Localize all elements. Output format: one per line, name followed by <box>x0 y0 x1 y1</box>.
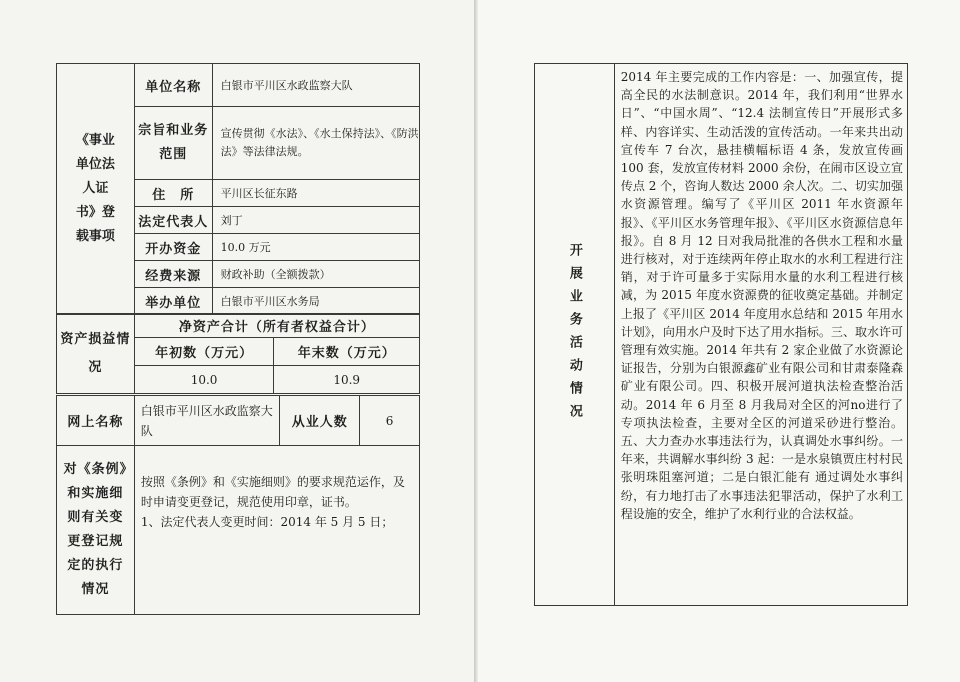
begin-label: 年初数（万元） <box>134 338 274 366</box>
rep-label: 法定代表人 <box>134 207 212 234</box>
activities-label-cell <box>535 64 615 606</box>
net-assets-label: 净资产合计（所有者权益合计） <box>134 314 419 338</box>
begin-value: 10.0 <box>134 366 274 394</box>
source-value: 财政补助（全额拨款） <box>212 261 419 288</box>
regulation-table <box>56 445 420 615</box>
right-page <box>478 0 960 682</box>
funds-label: 开办资金 <box>134 234 212 261</box>
regulation-cell <box>134 446 419 615</box>
sponsor-value: 白银市平川区水务局 <box>212 288 419 315</box>
activities-label: 开展业务活动情况 <box>566 242 582 427</box>
source-label: 经费来源 <box>134 261 212 288</box>
regulation-line-1: 按照《条例》和《实施细则》的要求规范运作，及时申请变更登记，规范使用印章，证书。 <box>140 475 405 509</box>
activities-table <box>534 63 908 606</box>
staff-label: 从业人数 <box>280 396 360 446</box>
web-table <box>56 395 420 446</box>
purpose-label: 宗旨和业务范围 <box>134 107 212 180</box>
regulation-line-2: 1、法定代表人变更时间：2014 年 5 月 5 日； <box>140 515 394 529</box>
address-label: 住 所 <box>134 180 212 207</box>
activities-text: 2014 年主要完成的工作内容是：一、加强宣传，提高全民的水法制意识。2014 年，我们利用“世界水日”、“中国水周”、“12.4 法制宣传日”开展形式多样、内容详实、生动活泼的宣传活动。一年来共出动宣传车 7 台次，悬挂横幅标语 4 条，发放宣传画 100 套，发放宣传材料 2000 余份，在闹市区设立宣传点 2 个，咨询人数达 2000 余人次。二、切实加强水资源管理。编写了《平川区 2011 年水资源年报》、《平川区水务管理年报》、《平川区水资源信息年报》。自 8 月 12 日对我局批准的各供水工程和水量进行核对，对于连续两年停止取水的水利工程进行注销，对于许可量多于实际用水量的水利工程进行核减，为 2015 年度水资源费的征收奠定基础。并制定上报了《平川区 2014 年度用水总结和 2015 年用水计划》，向用水户及时下达了用水指标。三、取水许可管理有效实施。2014 年共有 2 家企业做了水资源论证报告，分别为白银源鑫矿业有限公司和甘肃泰隆森矿业有限公司。四、积极开展河道执法检查整治活动。2014 年 6 月至 8 月我局对全区的河no进行了专项执法检查，主要对全区的河道采砂进行整治。五、大力查办水事违法行为，认真调处水事纠纷。一年来，共调解水事纠纷 3 起：一是水泉镇贾庄村村民张明珠阻塞河道；二是白银汇能有 通过调处水事纠纷，有力地打击了水事违法犯罪活动，保护了水利工程设施的安全，维护了水利行业的合法权益。 <box>614 64 907 606</box>
regulation-label: 对《条例》和实施细则有关变更登记规定的执行情况 <box>57 446 135 615</box>
left-page <box>0 0 478 682</box>
end-value: 10.9 <box>274 366 420 394</box>
end-label: 年末数（万元） <box>274 338 420 366</box>
unit-name-value: 白银市平川区水政监察大队 <box>212 64 419 107</box>
address-value: 平川区长征东路 <box>212 180 419 207</box>
assets-table <box>56 313 420 394</box>
purpose-value: 宣传贯彻《水法》、《水土保持法》、《防洪法》等法律法规。 <box>212 107 419 180</box>
assets-label: 资产损益情况 <box>57 314 135 394</box>
registration-label-cell <box>57 64 135 315</box>
rep-value: 刘丁 <box>212 207 419 234</box>
registration-table <box>56 63 420 315</box>
web-value: 白银市平川区水政监察大队 <box>134 396 280 446</box>
sponsor-label: 举办单位 <box>134 288 212 315</box>
registration-label: 《事业单位法人证书》登载事项 <box>75 133 115 244</box>
funds-value: 10.0 万元 <box>212 234 419 261</box>
staff-value: 6 <box>360 396 420 446</box>
unit-name-label: 单位名称 <box>134 64 212 107</box>
web-label: 网上名称 <box>57 396 135 446</box>
